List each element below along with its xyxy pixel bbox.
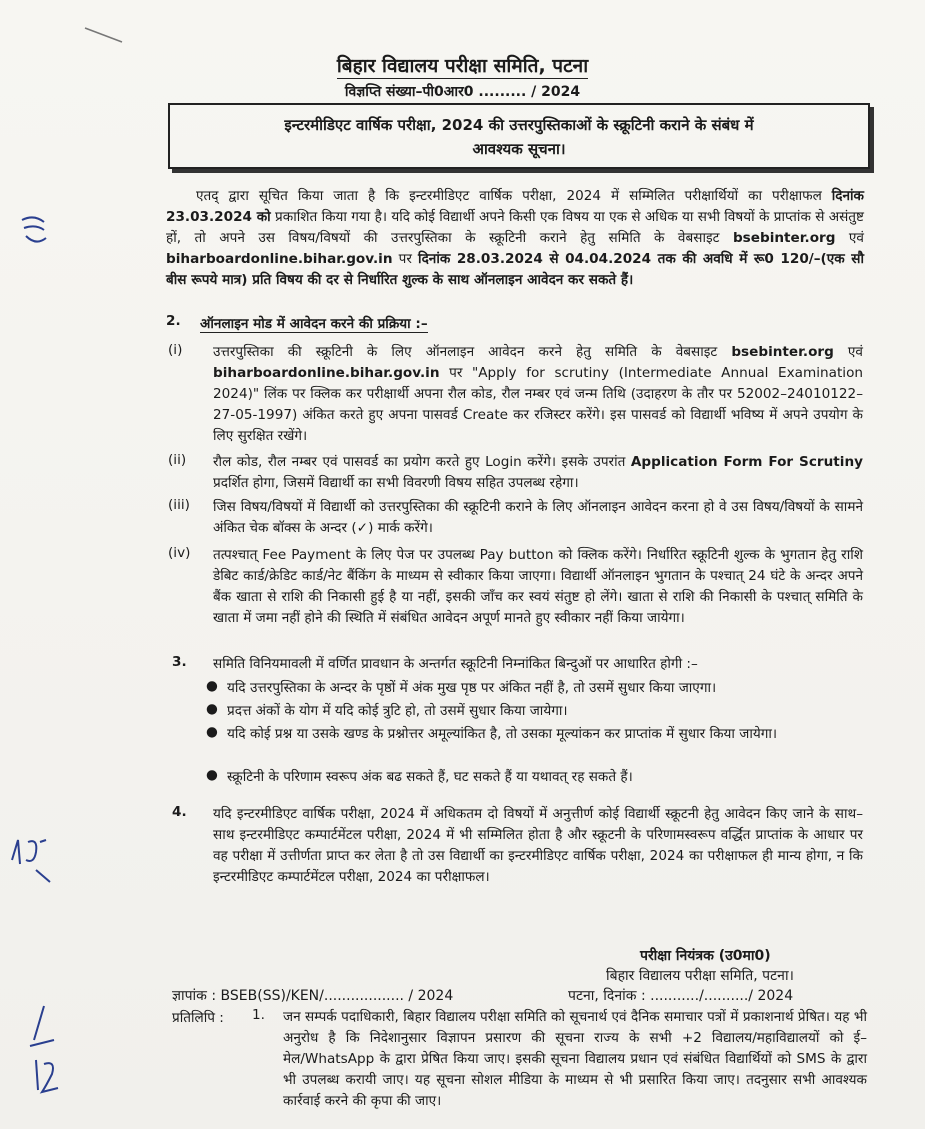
intro-paragraph: एतद् द्वारा सूचित किया जाता है कि इन्टरमीडिएट वार्षिक परीक्षा, 2024 में सम्मिलित परीक्षार्थियों का परीक्षाफल दिनांक 23.03.2024 को प्रकाशित किया गया है। यदि कोई विद्यार्थी अपने किसी एक विषय या एक से अधिक या सभी विषयों के प्राप्तांक से असंतुष्ट हों, तो अपने उस विषय/विषयों की उत्तरपुस्तिका के स्क्रूटिनी कराने हेतु समिति के वेबसाइट bsebinter.org एवं biharboardonline.bihar.gov.in पर दिनांक 28.03.2024 से 04.04.2024 तक की अवधि में रू0 120/–(एक सौ बीस रूपये मात्र) प्रति विषय की दर से निर्धारित शुल्क के साथ ऑनलाइन आवेदन कर सकते हैं।: [166, 188, 864, 288]
bullet-item: प्रदत्त अंकों के योग में यदि कोई त्रुटि हो, तो उसमें सुधार किया जायेगा।: [227, 703, 568, 719]
bullet-item: यदि कोई प्रश्न या उसके खण्ड के प्रश्नोत्तर अमूल्यांकित है, तो उसका मूल्यांकन कर प्राप्तांक में सुधार किया जायेगा।: [227, 726, 778, 742]
copy-text: जन सम्पर्क पदाधिकारी, बिहार विद्यालय परीक्षा समिति को सूचनार्थ एवं दैनिक समाचार पत्रों में प्रकाशनार्थ प्रेषित। यह भी अनुरोध है कि निदेशानुसार विज्ञापन प्रसारण की सूचना राज्य के सभी +2 विद्यालय/महाविद्यालयों को ई–मेल/WhatsApp के द्वारा प्रेषित किया जाए। इसकी सूचना विद्यालय प्रधान एवं संबंधित विद्यार्थियों को SMS के द्वारा भी उपलब्ध करायी जाए। यह सूचना सोशल मीडिया के माध्यम से भी प्रसारित किया जाए। तदनुसार सभी आवश्यक कार्रवाई करने की कृपा की जाए।: [283, 1009, 867, 1109]
bullet-icon: ●: [206, 678, 218, 694]
pen-mark-icon: [80, 20, 130, 50]
item-iii-text: जिस विषय/विषयों में विद्यार्थी को उत्तरपुस्तिका की स्क्रूटिनी कराने के लिए ऑनलाइन आवेदन करना हो वे उस विषय/विषयों के सामने अंकित चेक बॉक्स के अन्दर (✓) मार्क करेंगे।: [213, 499, 863, 536]
signatory-designation: परीक्षा नियंत्रक (उ0मा0): [640, 948, 771, 964]
item-ii-text: रौल कोड, रौल नम्बर एवं पासवर्ड का प्रयोग करते हुए Login करेंगे। इसके उपरांत Application Form For Scrutiny प्रदर्शित होगा, जिसमें विद्यार्थी का सभी विवरणी विषय सहित उपलब्ध रहेगा।: [213, 454, 863, 491]
bullet-icon: ●: [206, 767, 218, 783]
bullet-icon: ●: [206, 724, 218, 740]
handwritten-mark-icon: [6, 830, 56, 890]
handwritten-mark-icon: [14, 1000, 64, 1100]
bullet-item: स्क्रूटिनी के परिणाम स्वरूप अंक बढ सकते हैं, घट सकते हैं या यथावत् रह सकते हैं।: [227, 769, 633, 785]
item-i-text: उत्तरपुस्तिका की स्क्रूटिनी के लिए ऑनलाइन आवेदन करने हेतु समिति के वेबसाइट bsebinter.org एवं biharboardonline.bihar.gov.in पर "Apply for scrutiny (Intermediate Annual Examination 2024)" लिंक पर क्लिक कर परीक्षार्थी अपना रौल कोड, रौल नम्बर एवं जन्म तिथि (उदाहरण के तौर पर 52002–24010122–27-05-1997) अंकित करते हुए अपना पासवर्ड Create कर रजिस्टर करेंगे। इस पासवर्ड को विद्यार्थी भविष्य में अपने उपयोग के लिए सुरक्षित रखेंगे।: [213, 344, 863, 444]
item-iv-text: तत्पश्चात् Fee Payment के लिए पेज पर उपलब्ध Pay button को क्लिक करेंगे। निर्धारित स्क्रूटिनी शुल्क के भुगतान हेतु राशि डेबिट कार्ड/क्रेडिट कार्ड/नेट बैंकिंग के माध्यम से स्वीकार किया जाएगा। विद्यार्थी ऑनलाइन भुगतान के पश्चात् 24 घंटे के अन्दर अपने बैंक खाता से राशि की निकासी हुई है या नहीं, इसकी जाँच कर स्वयं संतुष्ट हो लेंगे। खाता से राशि की निकासी के पश्चात् समिति के खाता में जमा नहीं होने की स्थिति में संबंधित आवेदन अपूर्ण मानते हुए स्वीकार नहीं किया जायेगा।: [213, 547, 863, 626]
section-2-number: 2.: [166, 313, 181, 329]
memo-date: पटना, दिनांक : .........../........../ 2024: [568, 988, 794, 1004]
section-3-text: समिति विनियमावली में वर्णित प्रावधान के अन्तर्गत स्क्रूटिनी निम्नांकित बिन्दुओं पर आधारित होगी :–: [213, 656, 698, 672]
subject-line-1: इन्टरमीडिएट वार्षिक परीक्षा, 2024 की उत्तरपुस्तिकाओं के स्क्रूटिनी कराने के संबंध में: [284, 116, 754, 134]
section-4-number: 4.: [172, 804, 187, 820]
copy-label: प्रतिलिपि :: [172, 1010, 224, 1026]
section-3-number: 3.: [172, 654, 187, 670]
handwritten-mark-icon: [14, 210, 54, 250]
copy-number: 1.: [252, 1007, 265, 1023]
section-2-heading: ऑनलाइन मोड में आवेदन करने की प्रक्रिया :–: [200, 316, 428, 332]
document-title: बिहार विद्यालय परीक्षा समिति, पटना: [336, 55, 589, 77]
memo-reference: ज्ञापांक : BSEB(SS)/KEN/.................. / 2024: [172, 988, 454, 1004]
subject-box: [168, 103, 870, 169]
signatory-office: बिहार विद्यालय परीक्षा समिति, पटना।: [606, 968, 794, 984]
subject-line-2: आवश्यक सूचना।: [472, 140, 566, 158]
item-iv-label: (iv): [168, 545, 191, 561]
item-i-label: (i): [168, 342, 183, 358]
bullet-item: यदि उत्तरपुस्तिका के अन्दर के पृष्ठों में अंक मुख पृष्ठ पर अंकित नहीं है, तो उसमें सुधार किया जाएगा।: [227, 680, 717, 696]
item-ii-label: (ii): [168, 452, 187, 468]
section-4-text: यदि इन्टरमीडिएट वार्षिक परीक्षा, 2024 में अधिकतम दो विषयों में अनुत्तीर्ण कोई विद्यार्थी स्क्रूटनी हेतु आवेदन किए जाने के साथ–साथ इन्टरमीडिएट कम्पार्टमेंटल परीक्षा, 2024 में भी सम्मिलित होता है और स्क्रूटनी के परिणामस्वरूप वर्द्धित प्राप्तांक के आधार पर वह परीक्षा में उत्तीर्णता प्राप्त कर लेता है तो उस विद्यार्थी का इन्टरमीडिएट वार्षिक परीक्षा, 2024 का परीक्षाफल ही मान्य होगा, न कि इन्टरमीडिएट कम्पार्टमेंटल परीक्षा, 2024 का परीक्षाफल।: [213, 806, 863, 885]
notice-number: विज्ञप्ति संख्या–पी0आर0 ......... / 2024: [344, 84, 581, 100]
item-iii-label: (iii): [168, 497, 190, 513]
bullet-icon: ●: [206, 701, 218, 717]
